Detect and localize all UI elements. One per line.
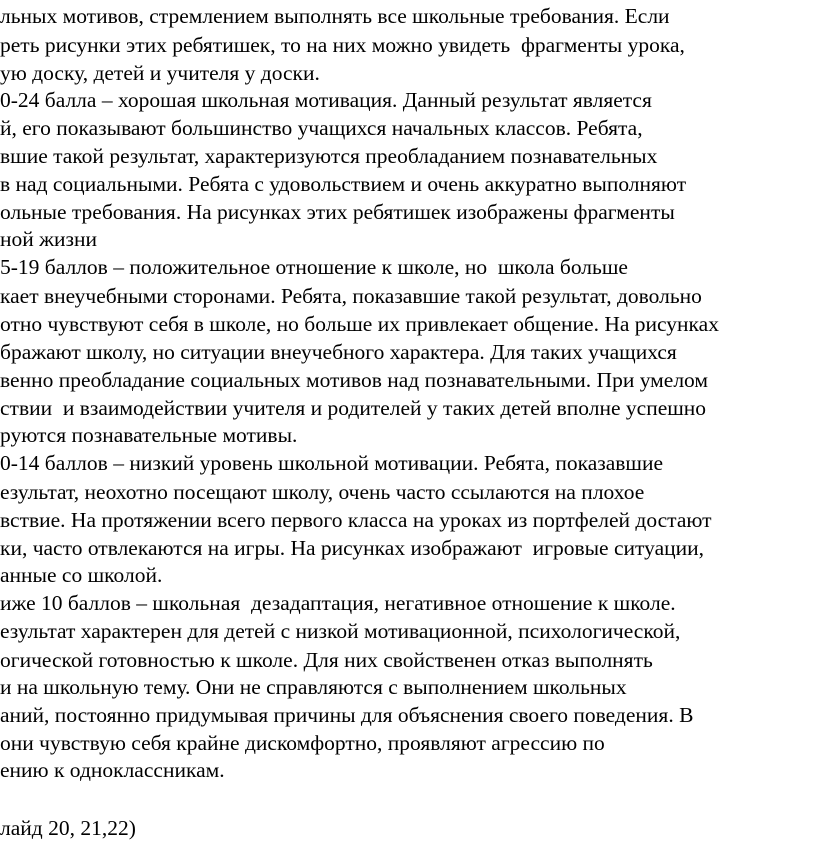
text-line: 0-14 баллов – низкий уровень школьной мотивации. Ребята, показавшие <box>0 451 664 475</box>
text-line: анные со школой. <box>0 563 163 587</box>
text-line: лайд 20, 21,22) <box>0 816 136 840</box>
text-line: вшие такой результат, характеризуются преобладанием познавательных <box>0 144 658 168</box>
text-line: реть рисунки этих ребятишек, то на них можно увидеть фрагменты урока, <box>0 33 685 57</box>
text-line: огической готовностью к школе. Для них свойственен отказ выполнять <box>0 648 653 672</box>
text-line: 0-24 балла – хорошая школьная мотивация. Данный результат является <box>0 88 652 112</box>
text-line: иже 10 баллов – школьная дезадаптация, негативное отношение к школе. <box>0 591 676 615</box>
text-line: вствие. На протяжении всего первого класса на уроках из портфелей достают <box>0 508 712 532</box>
text-line: езультат характерен для детей с низкой мотивационной, психологической, <box>0 619 681 643</box>
text-line: аний, постоянно придумывая причины для объяснения своего поведения. В <box>0 703 694 727</box>
text-line: ольные требования. На рисунках этих ребятишек изображены фрагменты <box>0 200 675 224</box>
text-line: ению к одноклассникам. <box>0 758 225 782</box>
text-line: в над социальными. Ребята с удовольствием и очень аккуратно выполняют <box>0 172 687 196</box>
text-line: венно преобладание социальных мотивов над познавательными. При умелом <box>0 368 708 392</box>
text-line: кает внеучебными сторонами. Ребята, показавшие такой результат, довольно <box>0 284 702 308</box>
text-line: бражают школу, но ситуации внеучебного характера. Для таких учащихся <box>0 340 677 364</box>
text-line: и на школьную тему. Они не справляются с выполнением школьных <box>0 675 627 699</box>
text-line: ной жизни <box>0 227 98 251</box>
text-line: 5-19 баллов – положительное отношение к школе, но школа больше <box>0 255 628 279</box>
text-line: они чувствую себя крайне дискомфортно, проявляют агрессию по <box>0 731 605 755</box>
text-line: езультат, неохотно посещают школу, очень часто ссылаются на плохое <box>0 480 645 504</box>
text-line: руются познавательные мотивы. <box>0 423 298 447</box>
text-line: ую доску, детей и учителя у доски. <box>0 61 320 85</box>
text-line: ствии и взаимодействии учителя и родителей у таких детей вполне успешно <box>0 396 707 420</box>
text-line: й, его показывают большинство учащихся начальных классов. Ребята, <box>0 116 643 140</box>
text-line: льных мотивов, стремлением выполнять все школьные требования. Если <box>0 4 670 28</box>
text-line: отно чувствуют себя в школе, но больше их привлекает общение. На рисунках <box>0 312 719 336</box>
text-line: ки, часто отвлекаются на игры. На рисунках изображают игровые ситуации, <box>0 536 705 560</box>
